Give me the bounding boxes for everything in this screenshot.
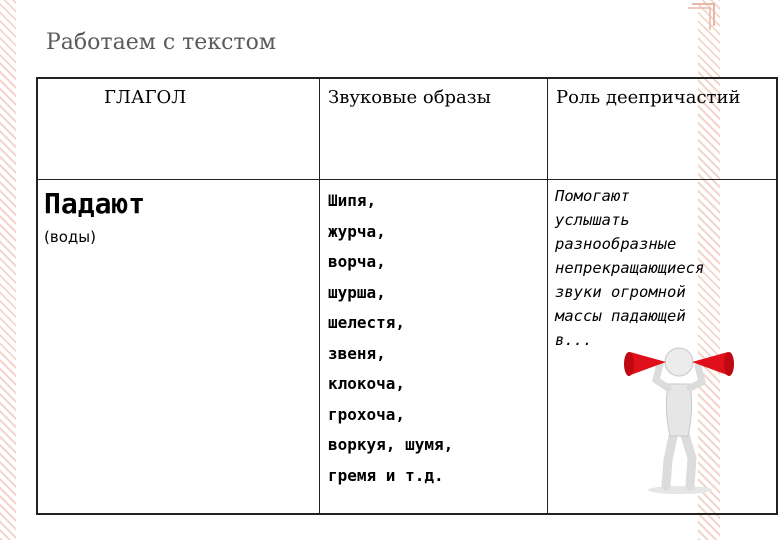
role-cell xyxy=(548,180,778,515)
figure-with-horns-icon xyxy=(608,340,734,495)
table-row xyxy=(37,180,777,515)
sound-images-cell xyxy=(320,180,548,515)
verb-cell xyxy=(37,180,320,515)
sound-word: журча, xyxy=(328,221,386,241)
role-line: звуки огромной xyxy=(555,283,686,301)
sound-word: клокоча, xyxy=(328,374,406,393)
role-line: массы падающей xyxy=(555,307,686,325)
role-line: разнообразные xyxy=(555,235,677,253)
verb-text: Падают xyxy=(44,187,146,220)
header-verb: ГЛАГОЛ xyxy=(37,78,320,180)
corner-decoration-icon xyxy=(684,0,720,36)
sound-word: шурша, xyxy=(328,282,386,302)
role-line: Помогают xyxy=(555,187,630,205)
header-role: Роль деепричастий xyxy=(548,78,778,180)
sound-word: звеня, xyxy=(328,343,386,363)
verb-note: (воды) xyxy=(44,228,96,246)
sound-word: ворча, xyxy=(328,252,386,271)
sound-word: воркуя, шумя, xyxy=(328,435,454,454)
sound-word: шелестя, xyxy=(328,313,406,332)
table-header-row xyxy=(37,78,777,180)
sound-word: гремя и т.д. xyxy=(328,465,444,485)
slide-left-border xyxy=(0,0,16,540)
header-sound-images: Звуковые образы xyxy=(320,78,548,180)
slide-title: Работаем с текстом xyxy=(46,30,276,55)
sound-word: грохоча, xyxy=(328,404,406,424)
role-line: непрекращающиеся xyxy=(555,259,705,277)
content-table xyxy=(36,77,778,515)
role-line: в... xyxy=(555,331,593,349)
role-line: услышать xyxy=(555,211,630,229)
sound-word: Шипя, xyxy=(328,191,377,210)
